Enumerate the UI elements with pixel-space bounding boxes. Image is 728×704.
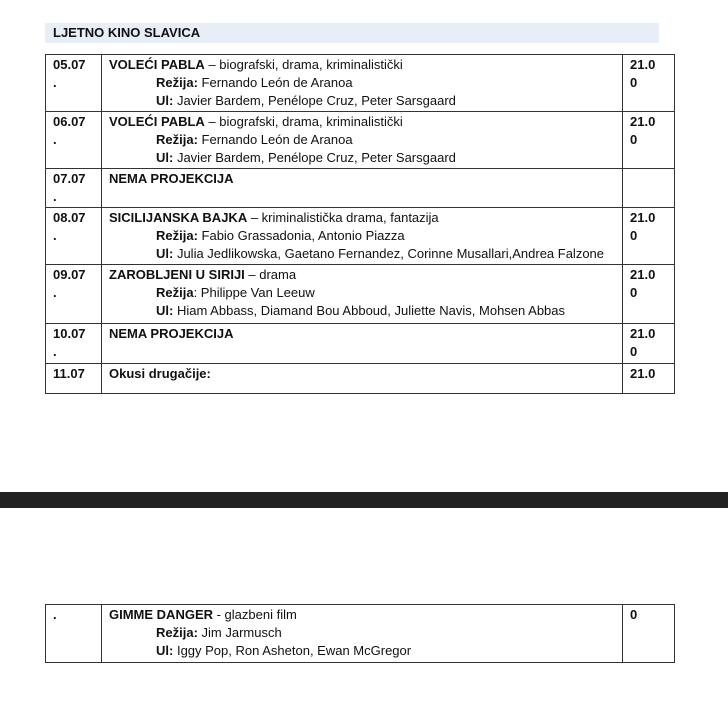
date-text: 05.07	[53, 57, 86, 72]
time-text-cont: 0	[630, 132, 638, 147]
date-text-cont: .	[53, 75, 57, 90]
time-cell	[623, 605, 675, 663]
director-line	[109, 131, 622, 149]
director-line	[109, 284, 622, 302]
cast-names: Hiam Abbass, Diamand Bou Abboud, Juliette Navis, Mohsen Abbas	[173, 303, 566, 318]
film-title: VOLEĆI PABLA	[109, 114, 205, 129]
date-text-cont: .	[53, 228, 57, 243]
cast-line	[109, 92, 622, 110]
table-row	[46, 265, 675, 324]
cinema-heading: LJETNO KINO SLAVICA	[45, 23, 659, 43]
date-text: 08.07	[53, 210, 86, 225]
film-title: SICILIJANSKA BAJKA	[109, 210, 248, 225]
date-text-cont: .	[53, 132, 57, 147]
time-cell	[623, 112, 675, 169]
cast-label: Ul:	[156, 246, 174, 261]
time-cell	[623, 208, 675, 265]
table-row	[46, 324, 675, 364]
time-text: 21.0	[630, 57, 656, 72]
film-genre: – drama	[244, 267, 297, 282]
table-row	[46, 55, 675, 112]
date-text-cont: .	[53, 344, 57, 359]
director-names: Fabio Grassadonia, Antonio Piazza	[197, 228, 405, 243]
date-text: 10.07	[53, 326, 86, 341]
program-table	[45, 54, 675, 394]
date-text-cont: .	[53, 189, 57, 204]
director-names: Fernando León de Aranoa	[197, 132, 353, 147]
time-cell	[623, 324, 675, 364]
date-cell	[46, 324, 102, 364]
film-genre: – biografski, drama, kriminalistički	[204, 114, 403, 129]
cast-label: Ul:	[156, 150, 174, 165]
film-title: Okusi drugačije:	[109, 366, 211, 381]
time-cell	[623, 169, 675, 208]
director-line	[109, 624, 622, 642]
date-text-cont: .	[53, 285, 57, 300]
date-cell	[46, 112, 102, 169]
time-text-cont: 0	[630, 344, 638, 359]
table-row	[46, 169, 675, 208]
film-cell	[102, 265, 623, 324]
time-text: 21.0	[630, 210, 656, 225]
film-title: NEMA PROJEKCIJA	[109, 326, 234, 341]
director-names: : Philippe Van Leeuw	[193, 285, 315, 300]
film-genre: – kriminalistička drama, fantazija	[247, 210, 439, 225]
cast-line	[109, 302, 622, 320]
table-row	[46, 605, 675, 663]
page-separator	[0, 492, 728, 508]
date-text: 11.07	[53, 366, 85, 381]
film-genre: - glazbeni film	[213, 607, 297, 622]
time-text-cont: 0	[630, 607, 638, 622]
cast-names: Javier Bardem, Penélope Cruz, Peter Sarsgaard	[173, 93, 456, 108]
time-text-cont: 0	[630, 285, 638, 300]
time-cell	[623, 55, 675, 112]
director-line	[109, 227, 622, 245]
film-cell	[102, 112, 623, 169]
date-text-cont: .	[53, 607, 57, 622]
director-names: Jim Jarmusch	[197, 625, 282, 640]
film-cell	[102, 364, 623, 394]
date-text: 09.07	[53, 267, 86, 282]
director-label: Režija:	[156, 228, 198, 243]
time-text-cont: 0	[630, 75, 638, 90]
date-cell	[46, 169, 102, 208]
cast-label: Ul:	[156, 93, 174, 108]
time-text: 21.0	[630, 366, 656, 381]
cast-line	[109, 149, 622, 167]
director-label: Režija:	[156, 132, 198, 147]
table-row	[46, 208, 675, 265]
film-cell	[102, 324, 623, 364]
time-cell	[623, 265, 675, 324]
film-cell	[102, 208, 623, 265]
film-cell	[102, 169, 623, 208]
date-text: 07.07	[53, 171, 86, 186]
time-text-cont: 0	[630, 228, 638, 243]
cast-names: Iggy Pop, Ron Asheton, Ewan McGregor	[173, 643, 412, 658]
director-label: Režija:	[156, 75, 198, 90]
director-line	[109, 74, 622, 92]
film-cell	[102, 55, 623, 112]
date-cell	[46, 55, 102, 112]
director-names: Fernando León de Aranoa	[197, 75, 353, 90]
date-cell	[46, 364, 102, 394]
table-row	[46, 364, 675, 394]
film-title: VOLEĆI PABLA	[109, 57, 205, 72]
cast-label: Ul:	[156, 643, 174, 658]
director-label: Režija	[156, 285, 194, 300]
director-label: Režija:	[156, 625, 198, 640]
cast-line	[109, 642, 622, 660]
cast-line	[109, 245, 622, 263]
film-title: GIMME DANGER	[109, 607, 213, 622]
film-title: NEMA PROJEKCIJA	[109, 171, 234, 186]
page-2	[0, 508, 728, 704]
cast-names: Javier Bardem, Penélope Cruz, Peter Sarsgaard	[173, 150, 456, 165]
time-text: 21.0	[630, 267, 656, 282]
date-cell	[46, 265, 102, 324]
film-title: ZAROBLJENI U SIRIJI	[109, 267, 245, 282]
time-text: 21.0	[630, 114, 656, 129]
time-text: 21.0	[630, 326, 656, 341]
film-genre: – biografski, drama, kriminalistički	[204, 57, 403, 72]
time-cell	[623, 364, 675, 394]
program-table-continued	[45, 604, 675, 663]
table-row	[46, 112, 675, 169]
date-cell	[46, 605, 102, 663]
cast-label: Ul:	[156, 303, 174, 318]
cast-names: Julia Jedlikowska, Gaetano Fernandez, Corinne Musallari,Andrea Falzone	[173, 246, 605, 261]
date-text: 06.07	[53, 114, 86, 129]
film-cell	[102, 605, 623, 663]
date-cell	[46, 208, 102, 265]
